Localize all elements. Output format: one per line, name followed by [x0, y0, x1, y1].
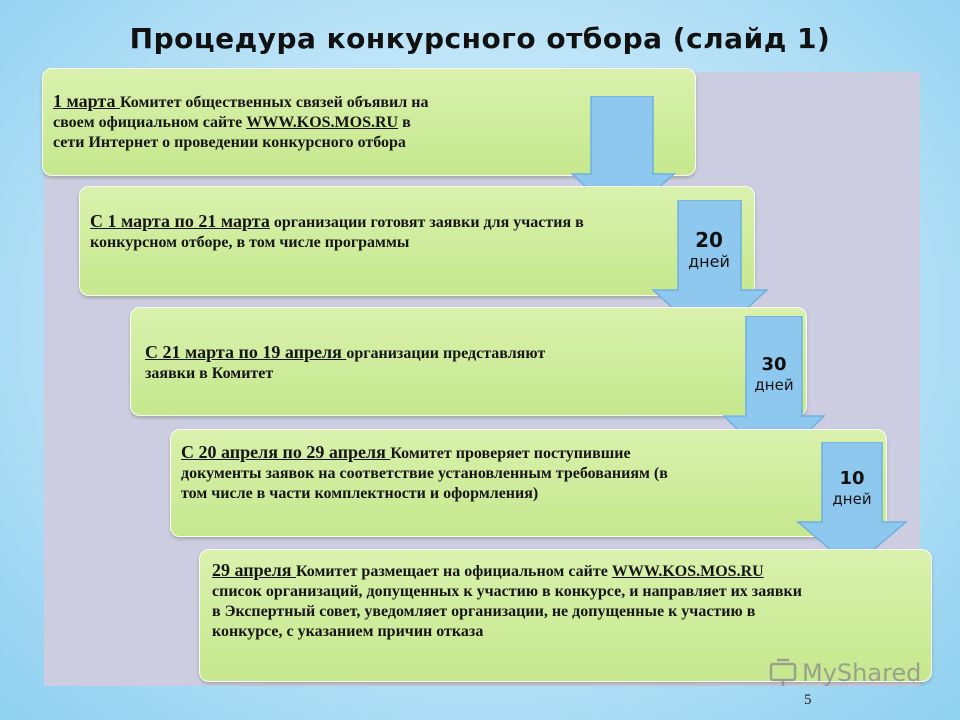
step-5-site-link[interactable]: WWW.KOS.MOS.RU	[611, 563, 764, 580]
step-3-text: организации представляют заявки в Комитет	[145, 345, 546, 382]
step-2-date: С 1 марта по 21 марта	[90, 211, 270, 231]
step-2-text: организации готовят заявки для участия в конкурсном отборе, в том числе программы	[90, 214, 584, 251]
presentation-icon	[768, 658, 798, 688]
slide-title: Процедура конкурсного отбора (слайд 1)	[129, 22, 831, 55]
step-4-date: С 20 апреля по 29 апреля	[181, 442, 391, 462]
duration-2-unit: дней	[754, 376, 794, 394]
step-1-text-line-2b: в	[398, 114, 411, 131]
step-1-text-line-2: своем официальном сайте	[53, 114, 247, 131]
duration-2	[744, 354, 804, 394]
step-5-text-2: список организаций, допущенных к участию в конкурсе, и направляет их заявки в Экспертный совет, уведомляет организации, не допущенные к участию в конкурсе, с указанием причин отказа	[212, 583, 802, 640]
duration-3	[820, 468, 884, 508]
step-5-text-1: Комитет размещает на официальном сайте	[295, 563, 608, 580]
duration-2-number: 30	[761, 354, 787, 375]
step-1-text-line-1: Комитет общественных связей объявил на	[119, 94, 429, 111]
watermark	[768, 658, 921, 688]
step-5-date: 29 апреля	[212, 560, 296, 580]
duration-1	[676, 228, 742, 271]
duration-3-unit: дней	[832, 490, 872, 508]
step-3-date: С 21 марта по 19 апреля	[145, 342, 347, 362]
duration-1-unit: дней	[688, 252, 730, 271]
duration-1-number: 20	[695, 228, 723, 252]
step-1-text-line-3: сети Интернет о проведении конкурсного отбора	[53, 134, 406, 151]
step-1-site-link[interactable]: WWW.KOS.MOS.RU	[246, 114, 399, 131]
step-3-box	[130, 307, 807, 416]
duration-3-number: 10	[839, 468, 865, 489]
step-4-text: Комитет проверяет поступившие документы заявок на соответствие установленным требованиям (в том числе в части комплектности и оформления)	[181, 445, 668, 502]
step-1-date: 1 марта	[53, 91, 120, 111]
page-number: 5	[804, 692, 812, 708]
step-4-box	[170, 429, 887, 537]
watermark-text: MyShared	[802, 659, 922, 687]
